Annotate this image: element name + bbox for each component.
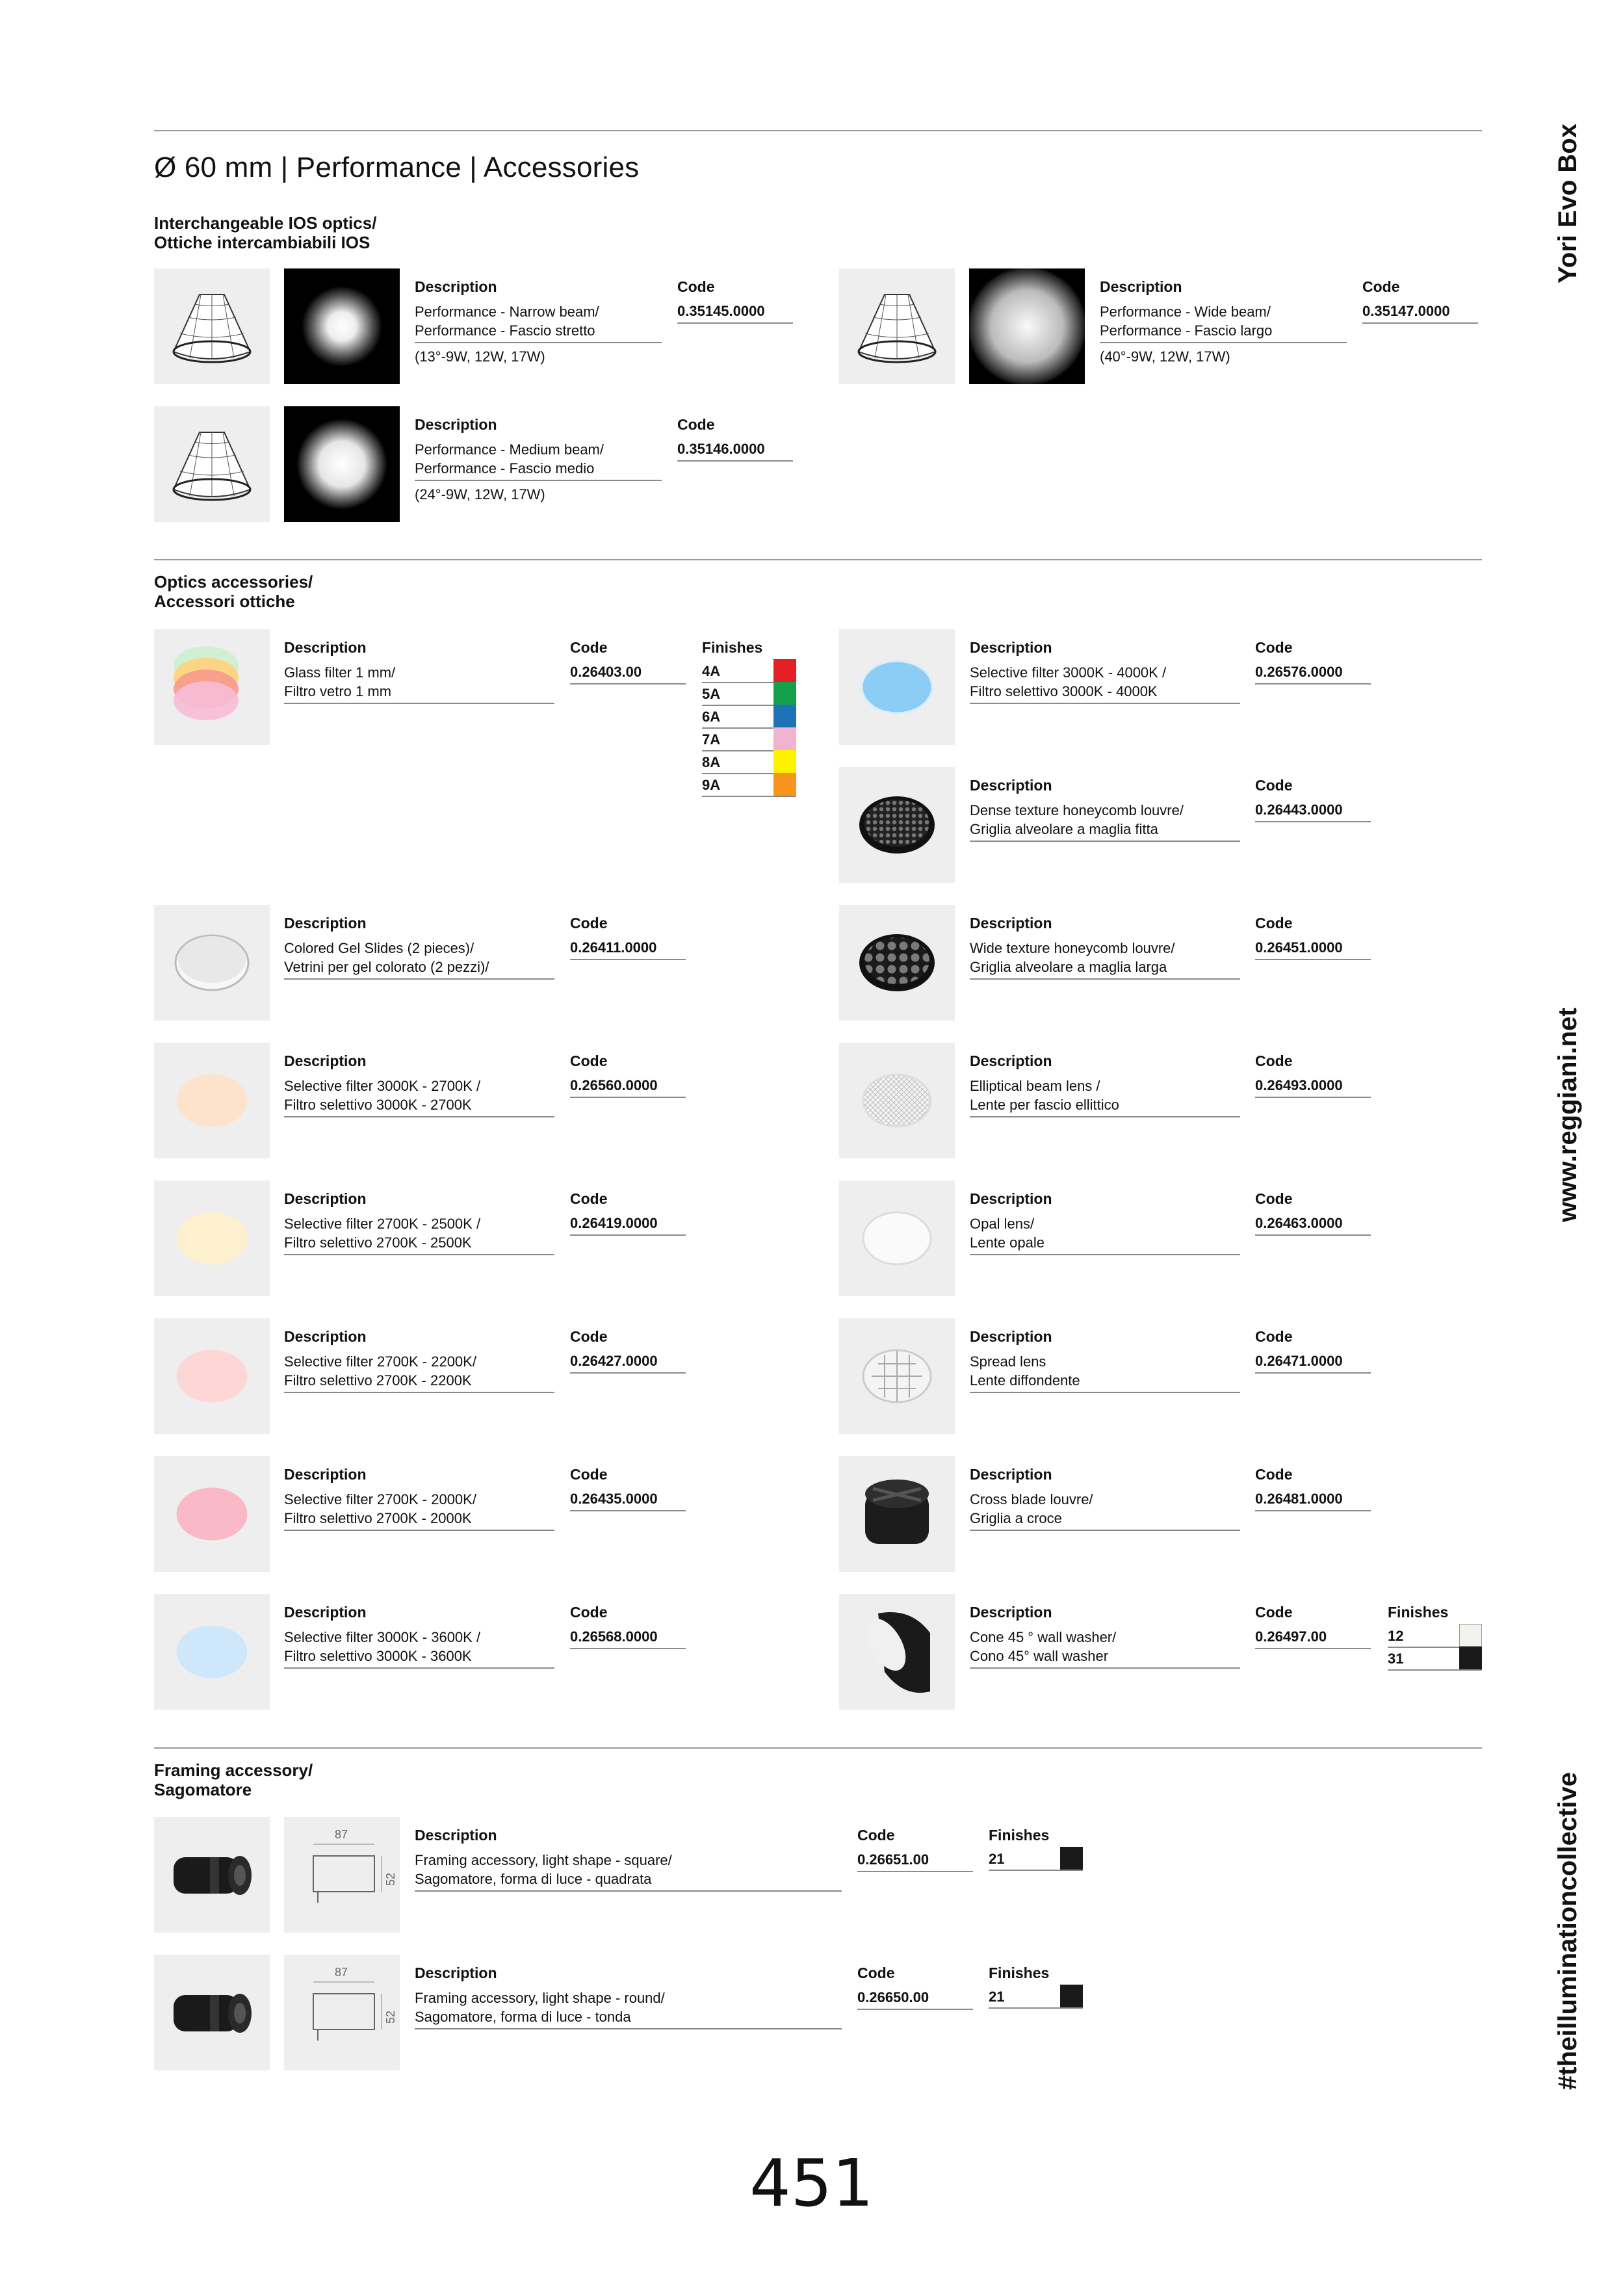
desc-line-en: Selective filter 3000K - 3600K / <box>284 1629 481 1645</box>
finish-code: 4A <box>702 663 721 679</box>
desc-line-en: Elliptical beam lens / <box>970 1078 1100 1094</box>
code-label: Code <box>857 1827 895 1844</box>
code-label: Code <box>1255 915 1293 932</box>
dimension-drawing <box>284 1817 400 1933</box>
desc-line-en: Selective filter 2700K - 2200K/ <box>284 1353 476 1370</box>
dimension-height: 52 <box>384 2010 397 2024</box>
desc-line-en: Wide texture honeycomb louvre/ <box>970 940 1175 956</box>
finish-row <box>702 750 796 774</box>
lens-icon <box>839 1318 955 1434</box>
ios-description <box>1100 302 1347 343</box>
description-label: Description <box>284 1190 367 1207</box>
desc-line-it: Vetrini per gel colorato (2 pezzi)/ <box>284 959 489 975</box>
filter-disc-icon <box>154 1318 270 1434</box>
desc-line-en: Performance - Narrow beam/ <box>415 304 599 320</box>
ios-note: (24°-9W, 12W, 17W) <box>415 486 545 502</box>
product-code: 0.26471.0000 <box>1255 1353 1371 1374</box>
accessory-description <box>970 663 1240 704</box>
section-title-line: Optics accessories/ <box>154 572 313 592</box>
finish-code: 21 <box>989 1851 1005 1867</box>
desc-line-en: Performance - Wide beam/ <box>1100 304 1271 320</box>
section-title-line: Ottiche intercambiabili IOS <box>154 233 370 252</box>
finish-swatch <box>773 705 796 727</box>
description-label: Description <box>284 639 367 656</box>
desc-line-en: Glass filter 1 mm/ <box>284 664 396 681</box>
section-title-ios <box>154 213 376 252</box>
product-code: 0.26493.0000 <box>1255 1077 1371 1098</box>
desc-line-en: Performance - Medium beam/ <box>415 441 604 458</box>
desc-line-it: Lente per fascio ellittico <box>970 1097 1119 1113</box>
accessory-description <box>970 1628 1240 1669</box>
code-label: Code <box>1255 1604 1293 1621</box>
finish-swatch <box>1060 1985 1083 2007</box>
ios-optic-icon <box>154 268 270 384</box>
dimension-height: 52 <box>384 1872 397 1886</box>
product-code: 0.26403.00 <box>570 664 686 685</box>
code-label: Code <box>570 915 608 932</box>
code-label: Code <box>677 278 715 295</box>
description-label: Description <box>970 1466 1052 1483</box>
desc-line-it: Cono 45° wall washer <box>970 1648 1109 1664</box>
description-label: Description <box>970 1328 1052 1345</box>
product-code: 0.26650.00 <box>857 1989 973 2010</box>
desc-line-it: Filtro selettivo 2700K - 2000K <box>284 1510 472 1526</box>
description-label: Description <box>970 777 1052 794</box>
description-label: Description <box>970 1604 1052 1621</box>
finish-swatch <box>1060 1847 1083 1870</box>
code-label: Code <box>570 1604 608 1621</box>
code-label: Code <box>1255 1466 1293 1483</box>
framing-accessory-icon <box>154 1817 270 1933</box>
desc-line-it: Performance - Fascio largo <box>1100 322 1273 339</box>
desc-line-it: Filtro vetro 1 mm <box>284 683 392 699</box>
finish-swatch <box>773 727 796 750</box>
desc-line-en: Selective filter 3000K - 2700K / <box>284 1078 481 1094</box>
desc-line-it: Filtro selettivo 3000K - 3600K <box>284 1648 472 1664</box>
product-code: 0.35146.0000 <box>677 441 793 462</box>
accessory-description <box>284 663 554 704</box>
side-hashtag: #theilluminationcollective <box>1553 1771 1582 2090</box>
finish-swatch <box>773 682 796 705</box>
code-label: Code <box>857 1964 895 1981</box>
code-label: Code <box>1255 1052 1293 1069</box>
accessory-description <box>970 1352 1240 1393</box>
product-code: 0.26497.00 <box>1255 1628 1371 1649</box>
section-title-line: Accessori ottiche <box>154 592 295 611</box>
finish-row <box>702 727 796 751</box>
finish-swatch <box>1459 1624 1482 1647</box>
description-label: Description <box>284 1604 367 1621</box>
desc-line-it: Filtro selettivo 2700K - 2200K <box>284 1372 472 1389</box>
desc-line-it: Griglia a croce <box>970 1510 1062 1526</box>
finish-row <box>702 659 796 683</box>
code-label: Code <box>570 1190 608 1207</box>
description-label: Description <box>1100 278 1182 295</box>
desc-line-it: Sagomatore, forma di luce - quadrata <box>415 1871 652 1887</box>
finishes-label: Finishes <box>702 639 763 656</box>
accessory-description <box>284 1076 554 1117</box>
finish-swatch <box>773 773 796 796</box>
product-code: 0.26651.00 <box>857 1851 973 1872</box>
desc-line-it: Griglia alveolare a maglia larga <box>970 959 1167 975</box>
dimension-drawing <box>284 1955 400 2070</box>
desc-line-it: Performance - Fascio medio <box>415 460 595 476</box>
accessory-description <box>970 1214 1240 1255</box>
beam-medium-image <box>284 406 400 522</box>
product-code: 0.26427.0000 <box>570 1353 686 1374</box>
finish-swatch <box>773 659 796 682</box>
accessory-description <box>970 801 1240 842</box>
description-label: Description <box>284 915 367 932</box>
filter-disc-icon <box>154 1043 270 1158</box>
lens-icon <box>839 1043 955 1158</box>
desc-line-it: Griglia alveolare a maglia fitta <box>970 821 1158 837</box>
section-divider <box>154 1747 1482 1749</box>
product-code: 0.35145.0000 <box>677 303 793 324</box>
code-label: Code <box>1362 278 1400 295</box>
finish-row <box>702 682 796 706</box>
finish-swatch <box>1459 1647 1482 1669</box>
description-label: Description <box>970 915 1052 932</box>
product-code: 0.26411.0000 <box>570 939 686 960</box>
description-label: Description <box>284 1052 367 1069</box>
code-label: Code <box>677 416 715 433</box>
product-code: 0.26419.0000 <box>570 1215 686 1236</box>
code-label: Code <box>570 1052 608 1069</box>
desc-line-en: Framing accessory, light shape - round/ <box>415 1990 665 2006</box>
description-label: Description <box>284 1328 367 1345</box>
accessory-description <box>284 1490 554 1531</box>
code-label: Code <box>1255 639 1293 656</box>
filter-disc-icon <box>154 1594 270 1710</box>
desc-line-en: Framing accessory, light shape - square/ <box>415 1852 672 1868</box>
desc-line-it: Performance - Fascio stretto <box>415 322 595 339</box>
desc-line-en: Selective filter 3000K - 4000K / <box>970 664 1167 681</box>
finishes-label: Finishes <box>989 1827 1050 1844</box>
honeycomb-louvre-icon <box>839 905 955 1021</box>
page-title: Ø 60 mm | Performance | Accessories <box>154 151 640 183</box>
filter-disc-icon <box>839 629 955 745</box>
product-code: 0.26451.0000 <box>1255 939 1371 960</box>
glass-filter-icon <box>154 629 270 745</box>
desc-line-en: Opal lens/ <box>970 1216 1035 1232</box>
beam-narrow-image <box>284 268 400 384</box>
product-code: 0.26481.0000 <box>1255 1491 1371 1511</box>
desc-line-en: Spread lens <box>970 1353 1046 1370</box>
ios-optic-icon <box>154 406 270 522</box>
accessory-description <box>970 1490 1240 1531</box>
description-label: Description <box>284 1466 367 1483</box>
accessory-description <box>284 1628 554 1669</box>
ios-description <box>415 302 662 343</box>
description-label: Description <box>415 416 497 433</box>
finish-code: 5A <box>702 686 721 702</box>
side-brand: Yori Evo Box <box>1553 124 1582 283</box>
code-label: Code <box>570 1328 608 1345</box>
product-code: 0.26463.0000 <box>1255 1215 1371 1236</box>
finish-code: 7A <box>702 731 721 748</box>
section-title-optics <box>154 572 313 611</box>
finish-code: 21 <box>989 1989 1005 2005</box>
product-code: 0.26576.0000 <box>1255 664 1371 685</box>
product-code: 0.26435.0000 <box>570 1491 686 1511</box>
desc-line-it: Filtro selettivo 3000K - 4000K <box>970 683 1158 699</box>
finish-row <box>1388 1624 1482 1648</box>
code-label: Code <box>570 639 608 656</box>
code-label: Code <box>570 1466 608 1483</box>
section-title-line: Sagomatore <box>154 1780 252 1799</box>
desc-line-en: Dense texture honeycomb louvre/ <box>970 802 1184 818</box>
product-code: 0.26560.0000 <box>570 1077 686 1098</box>
description-label: Description <box>415 1964 497 1981</box>
code-label: Code <box>1255 1328 1293 1345</box>
desc-line-en: Colored Gel Slides (2 pieces)/ <box>284 940 474 956</box>
framing-accessory-icon <box>154 1955 270 2070</box>
desc-line-en: Selective filter 2700K - 2000K/ <box>284 1491 476 1507</box>
finish-row <box>989 1847 1083 1871</box>
desc-line-it: Filtro selettivo 2700K - 2500K <box>284 1234 472 1251</box>
finish-code: 12 <box>1388 1628 1404 1644</box>
accessory-description <box>284 1352 554 1393</box>
framing-description <box>415 1851 842 1892</box>
side-website[interactable]: www.reggiani.net <box>1553 1008 1582 1222</box>
code-label: Code <box>1255 777 1293 794</box>
honeycomb-louvre-icon <box>839 767 955 883</box>
desc-line-it: Lente opale <box>970 1234 1045 1251</box>
description-label: Description <box>970 639 1052 656</box>
section-divider <box>154 559 1482 560</box>
description-label: Description <box>970 1052 1052 1069</box>
finish-code: 6A <box>702 709 721 725</box>
product-code: 0.35147.0000 <box>1362 303 1478 324</box>
description-label: Description <box>415 278 497 295</box>
finish-row <box>702 705 796 729</box>
finishes-label: Finishes <box>989 1964 1050 1981</box>
section-title-line: Interchangeable IOS optics/ <box>154 213 377 233</box>
cone-wall-washer-icon <box>839 1594 955 1710</box>
ios-note: (13°-9W, 12W, 17W) <box>415 348 545 365</box>
framing-description <box>415 1989 842 2029</box>
ios-note: (40°-9W, 12W, 17W) <box>1100 348 1230 365</box>
accessory-description <box>970 939 1240 980</box>
finish-code: 31 <box>1388 1650 1404 1667</box>
section-title-framing <box>154 1760 313 1799</box>
finish-swatch <box>773 750 796 773</box>
description-label: Description <box>970 1190 1052 1207</box>
page-number: 451 <box>749 2145 874 2221</box>
description-label: Description <box>415 1827 497 1844</box>
cross-blade-louvre-icon <box>839 1456 955 1572</box>
lens-icon <box>839 1181 955 1296</box>
product-code: 0.26443.0000 <box>1255 802 1371 822</box>
finish-row <box>702 773 796 797</box>
desc-line-it: Filtro selettivo 3000K - 2700K <box>284 1097 472 1113</box>
finish-row <box>1388 1647 1482 1671</box>
desc-line-it: Sagomatore, forma di luce - tonda <box>415 2009 631 2025</box>
accessory-description <box>970 1076 1240 1117</box>
gel-slide-icon <box>154 905 270 1021</box>
beam-wide-image <box>969 268 1085 384</box>
finish-code: 9A <box>702 777 721 793</box>
accessory-description <box>284 939 554 980</box>
dimension-width: 87 <box>335 1966 348 1979</box>
filter-disc-icon <box>154 1181 270 1296</box>
accessory-description <box>284 1214 554 1255</box>
desc-line-en: Cross blade louvre/ <box>970 1491 1093 1507</box>
desc-line-it: Lente diffondente <box>970 1372 1080 1389</box>
desc-line-en: Selective filter 2700K - 2500K / <box>284 1216 481 1232</box>
ios-optic-icon <box>839 268 955 384</box>
finishes-label: Finishes <box>1388 1604 1449 1621</box>
product-code: 0.26568.0000 <box>570 1628 686 1649</box>
finish-code: 8A <box>702 754 721 770</box>
desc-line-en: Cone 45 ° wall washer/ <box>970 1629 1117 1645</box>
ios-description <box>415 440 662 481</box>
section-title-line: Framing accessory/ <box>154 1760 313 1780</box>
code-label: Code <box>1255 1190 1293 1207</box>
top-divider <box>154 130 1482 131</box>
finish-row <box>989 1985 1083 2009</box>
dimension-width: 87 <box>335 1828 348 1841</box>
filter-disc-icon <box>154 1456 270 1572</box>
